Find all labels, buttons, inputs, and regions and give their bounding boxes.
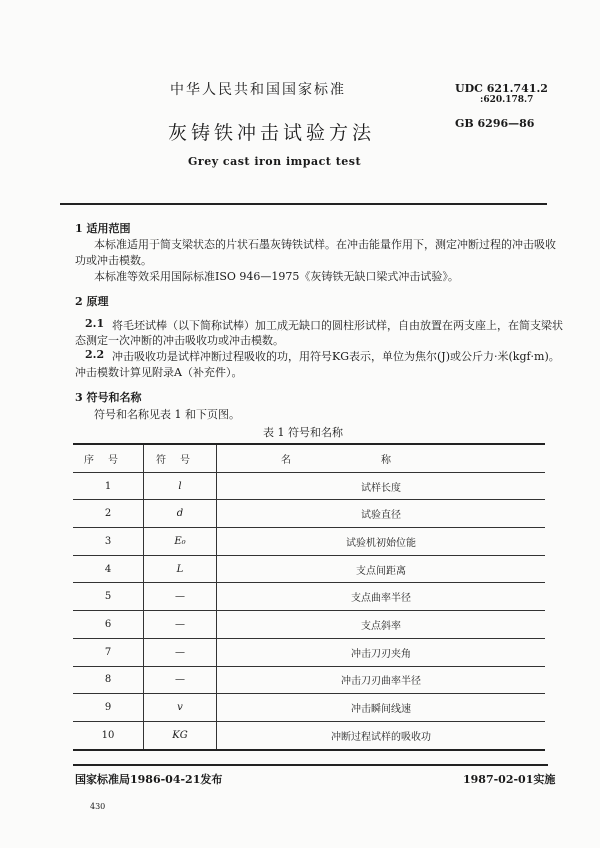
- table-row: [73, 472, 545, 500]
- cell-name: 冲击刀刃曲率半径: [217, 666, 546, 694]
- cell-index: 6: [73, 611, 144, 639]
- cell-index: 10: [73, 721, 144, 749]
- cell-symbol: d: [144, 500, 217, 528]
- page-number: 430: [90, 802, 106, 811]
- paragraph: 态测定一次冲断的冲击吸收功或冲击模数。: [75, 334, 284, 347]
- table-row: [73, 528, 545, 556]
- section-2-title: 2 原理: [75, 295, 109, 308]
- udc-line1: UDC 621.741.2: [455, 82, 548, 95]
- cell-index: 8: [73, 666, 144, 694]
- title-cn: 灰铸铁冲击试验方法: [168, 122, 376, 144]
- national-standard-label: 中华人民共和国国家标准: [170, 82, 346, 98]
- paragraph: 功或冲击模数。: [75, 254, 152, 267]
- header-name: 名称: [217, 444, 546, 472]
- cell-index: 3: [73, 528, 144, 556]
- cell-symbol: —: [144, 611, 217, 639]
- symbols-table: [73, 443, 545, 751]
- table-row: [73, 611, 545, 639]
- cell-name: 支点间距离: [217, 555, 546, 583]
- cell-index: 1: [73, 472, 144, 500]
- cell-name: 冲断过程试样的吸收功: [217, 721, 546, 749]
- table-row: [73, 500, 545, 528]
- table-header-row: [73, 444, 545, 472]
- standard-number: GB 6296—86: [455, 117, 535, 130]
- paragraph: 符号和名称见表 1 和下页图。: [94, 408, 240, 421]
- table-caption: 表 1 符号和名称: [263, 426, 343, 439]
- cell-index: 7: [73, 638, 144, 666]
- table-row: [73, 694, 545, 722]
- header-rule: [60, 203, 547, 205]
- cell-index: 2: [73, 500, 144, 528]
- section-3-title: 3 符号和名称: [75, 391, 142, 404]
- title-en: Grey cast iron impact test: [188, 155, 362, 168]
- cell-index: 9: [73, 694, 144, 722]
- effective-date: 1987-02-01实施: [463, 773, 556, 786]
- clause-number: 2.1: [85, 317, 105, 330]
- header-index: 序号: [73, 444, 144, 472]
- table-row: [73, 638, 545, 666]
- section-1-title: 1 适用范围: [75, 222, 131, 235]
- cell-symbol: L: [144, 555, 217, 583]
- table-row: [73, 666, 545, 694]
- cell-symbol: —: [144, 583, 217, 611]
- cell-index: 4: [73, 555, 144, 583]
- cell-name: 冲击刀刃夹角: [217, 638, 546, 666]
- cell-name: 支点曲率半径: [217, 583, 546, 611]
- cell-name: 试验直径: [217, 500, 546, 528]
- header-symbol: 符号: [144, 444, 217, 472]
- cell-name: 试样长度: [217, 472, 546, 500]
- cell-symbol: —: [144, 666, 217, 694]
- udc-line2: :620.178.7: [480, 95, 534, 105]
- table-row: [73, 721, 545, 749]
- cell-symbol: KG: [144, 721, 217, 749]
- table-row: [73, 555, 545, 583]
- cell-name: 支点斜率: [217, 611, 546, 639]
- cell-symbol: E₀: [144, 528, 217, 556]
- cell-name: 试验机初始位能: [217, 528, 546, 556]
- paragraph: 本标准适用于简支梁状态的片状石墨灰铸铁试样。在冲击能量作用下，测定冲断过程的冲击吸收: [94, 238, 556, 251]
- clause-number: 2.2: [85, 348, 105, 361]
- paragraph: 将毛坯试棒（以下简称试棒）加工成无缺口的圆柱形试样，自由放置在两支座上，在简支梁状: [112, 319, 563, 332]
- issued-date: 国家标准局1986-04-21发布: [75, 773, 223, 786]
- cell-symbol: l: [144, 472, 217, 500]
- paragraph: 冲击吸收功是试样冲断过程吸收的功，用符号KG表示，单位为焦尔(J)或公斤力·米(kgf·m)。: [112, 350, 560, 363]
- footer-rule: [73, 764, 548, 766]
- cell-index: 5: [73, 583, 144, 611]
- paragraph: 本标准等效采用国际标准ISO 946—1975《灰铸铁无缺口梁式冲击试验》。: [94, 270, 459, 283]
- table-row: [73, 583, 545, 611]
- cell-name: 冲击瞬间线速: [217, 694, 546, 722]
- cell-symbol: v: [144, 694, 217, 722]
- cell-symbol: —: [144, 638, 217, 666]
- paragraph: 冲击模数计算见附录A（补充件）。: [75, 366, 243, 379]
